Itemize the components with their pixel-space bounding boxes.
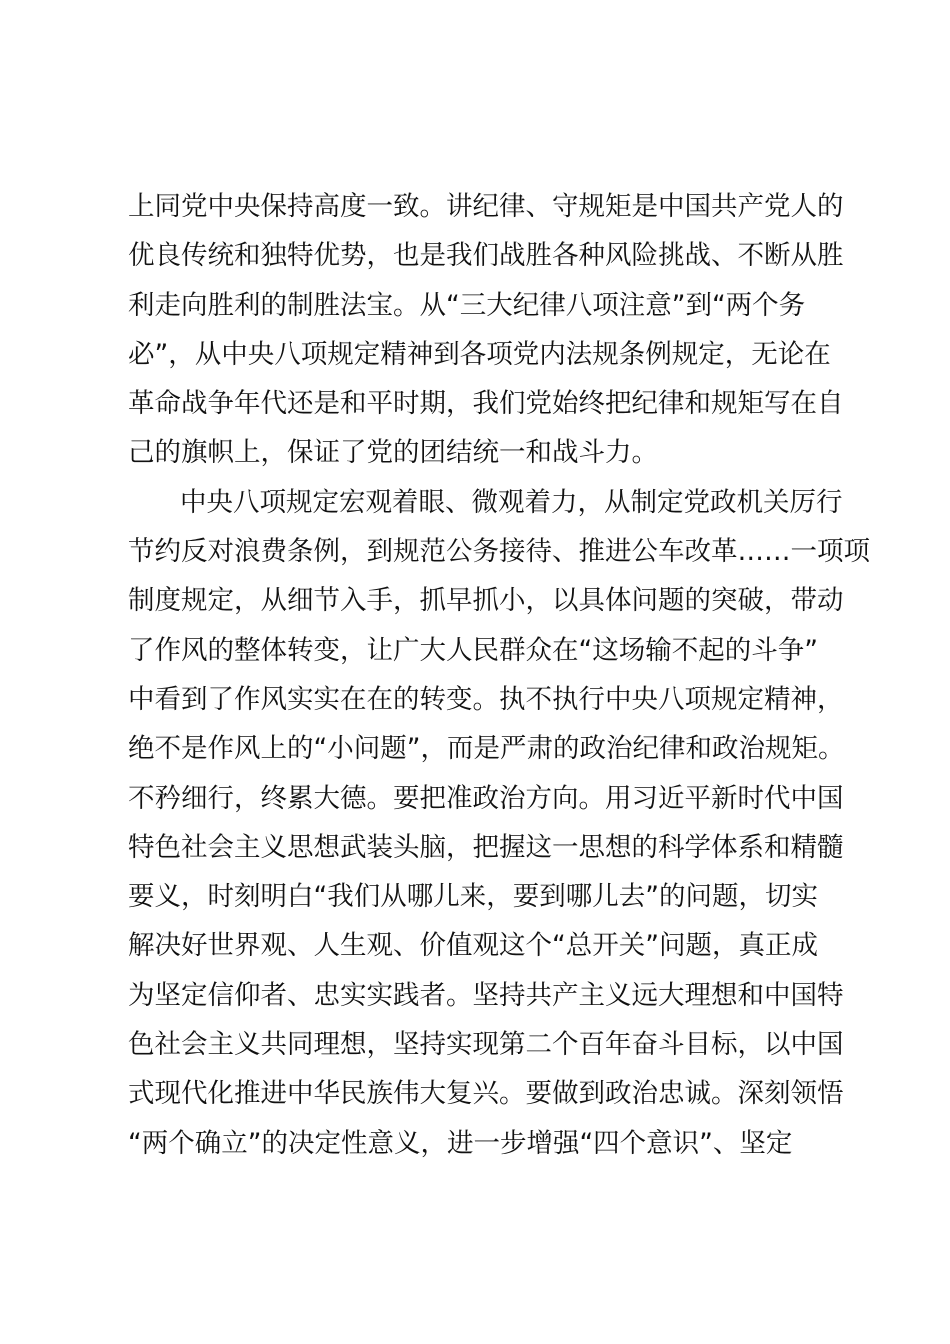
text-line: 优良传统和独特优势，也是我们战胜各种风险挑战、不断从胜 bbox=[128, 240, 844, 272]
text-line: 上同党中央保持高度一致。讲纪律、守规矩是中国共产党人的 bbox=[128, 191, 844, 222]
text-line: 式现代化推进中华民族伟大复兴。要做到政治忠诚。深刻领悟 bbox=[128, 1078, 844, 1110]
text-line: 不矜细行，终累大德。要把准政治方向。用习近平新时代中国 bbox=[128, 782, 844, 814]
text-line: 绝不是作风上的“小问题”，而是严肃的政治纪律和政治规矩。 bbox=[128, 733, 845, 765]
text-line: 己的旗帜上，保证了党的团结统一和战斗力。 bbox=[128, 437, 658, 469]
text-line: 要义，时刻明白“我们从哪儿来，要到哪儿去”的问题，切实 bbox=[128, 881, 818, 913]
text-line: 中央八项规定宏观着眼、微观着力，从制定党政机关厉行 bbox=[180, 486, 843, 518]
body-text bbox=[128, 182, 870, 1168]
text-line: 为坚定信仰者、忠实实践者。坚持共产主义远大理想和中国特 bbox=[128, 979, 844, 1011]
text-line: 节约反对浪费条例，到规范公务接待、推进公车改革……一项项 bbox=[128, 536, 870, 568]
text-line: 中看到了作风实实在在的转变。执不执行中央八项规定精神， bbox=[128, 683, 844, 715]
text-line: 制度规定，从细节入手，抓早抓小，以具体问题的突破，带动 bbox=[128, 585, 844, 617]
text-line: 革命战争年代还是和平时期，我们党始终把纪律和规矩写在自 bbox=[128, 388, 844, 420]
text-line: 特色社会主义思想武装头脑，把握这一思想的科学体系和精髓 bbox=[128, 831, 844, 863]
text-line: 必”，从中央八项规定精神到各项党内法规条例规定，无论在 bbox=[128, 338, 831, 370]
text-line: 解决好世界观、人生观、价值观这个“总开关”问题，真正成 bbox=[128, 930, 818, 962]
text-line: 利走向胜利的制胜法宝。从“三大纪律八项注意”到“两个务 bbox=[128, 289, 806, 321]
text-line: “两个确立”的决定性意义，进一步增强“四个意识”、坚定 bbox=[128, 1127, 793, 1159]
text-line: 了作风的整体转变，让广大人民群众在“这场输不起的斗争” bbox=[128, 634, 818, 666]
text-line: 色社会主义共同理想，坚持实现第二个百年奋斗目标，以中国 bbox=[128, 1029, 844, 1061]
